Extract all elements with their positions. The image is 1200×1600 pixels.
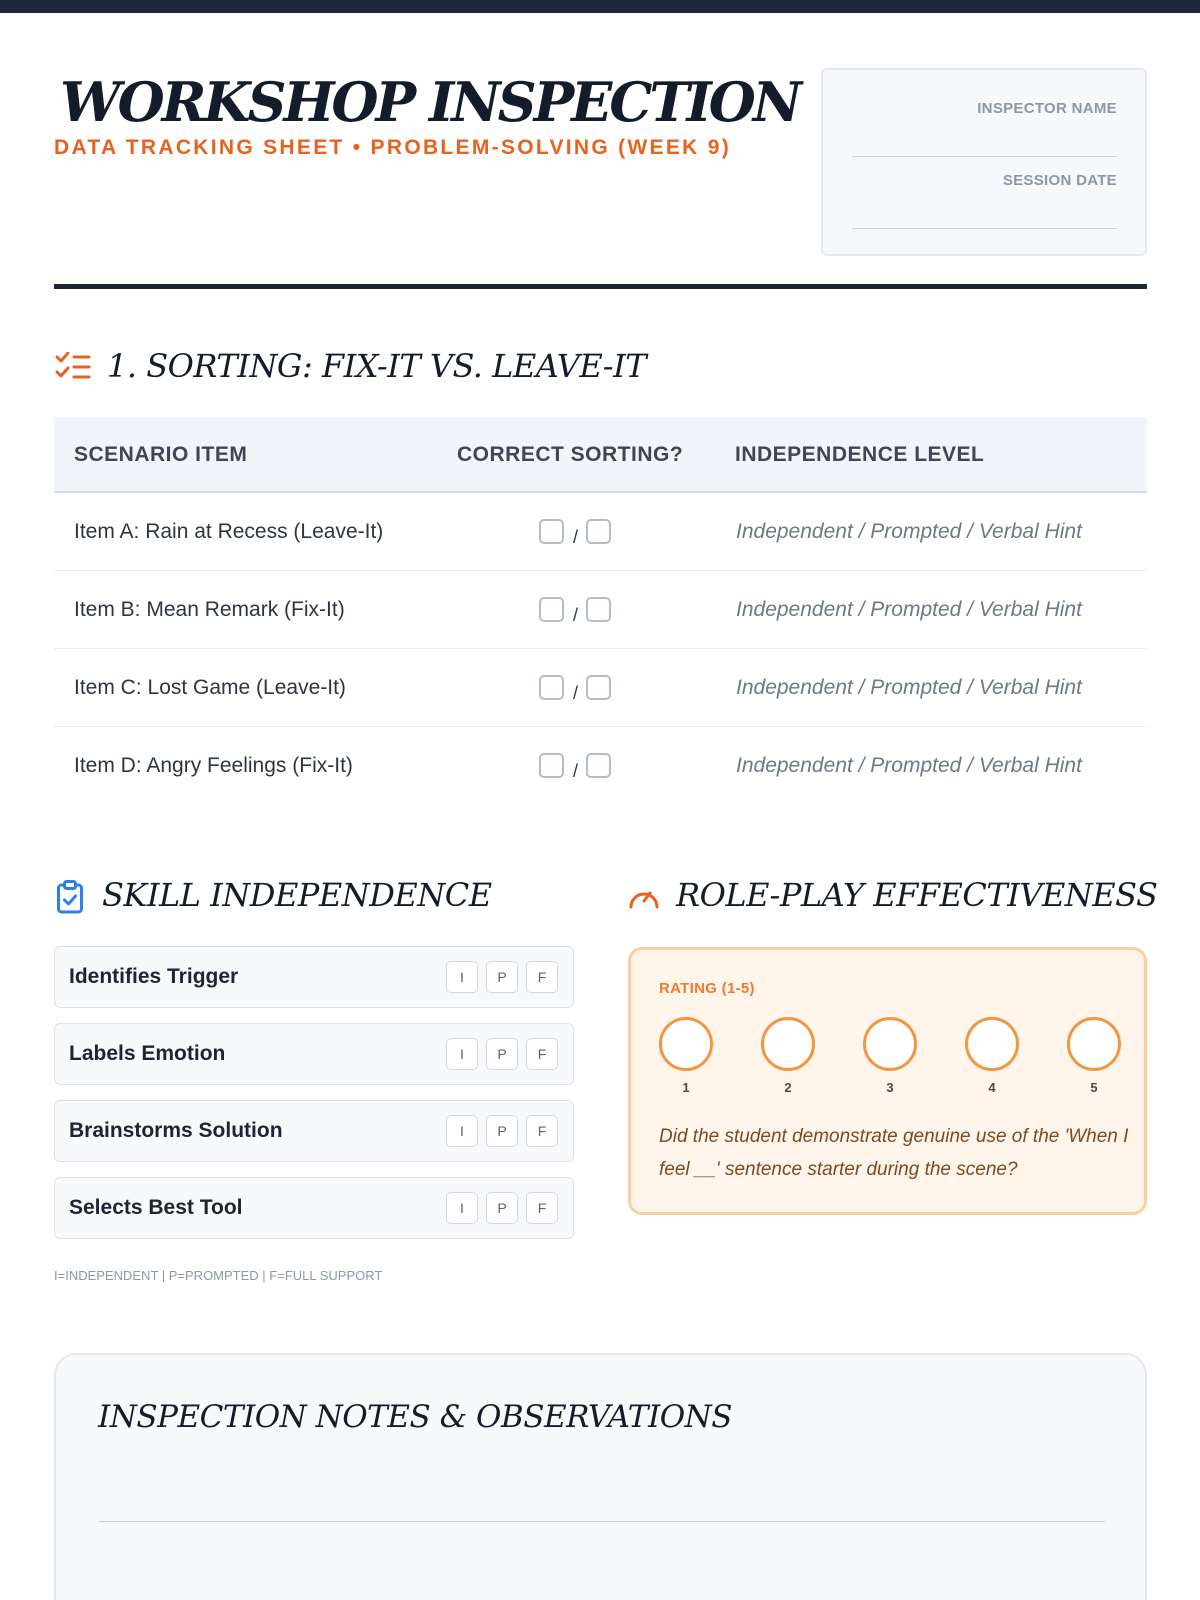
notes-box — [54, 1353, 1147, 1600]
col-scenario-item: SCENARIO ITEM — [74, 443, 248, 466]
incorrect-checkbox[interactable] — [586, 597, 611, 622]
incorrect-checkbox[interactable] — [586, 753, 611, 778]
inspector-name-label: INSPECTOR NAME — [977, 100, 1117, 117]
independence-options[interactable]: Independent / Prompted / Verbal Hint — [736, 754, 1082, 777]
skill-label: Labels Emotion — [69, 1042, 226, 1065]
col-correct-sorting: CORRECT SORTING? — [457, 443, 684, 466]
correct-sorting-checkboxes — [539, 597, 619, 627]
scenario-item: Item B: Mean Remark (Fix-It) — [74, 598, 345, 621]
skill-label: Identifies Trigger — [69, 965, 239, 988]
slash-separator: / — [573, 761, 579, 781]
inspector-name-field[interactable] — [852, 156, 1117, 157]
full-support-option[interactable]: F — [526, 1192, 558, 1224]
sorting-table-header — [54, 417, 1147, 493]
roleplay-rating-box — [628, 947, 1147, 1215]
notes-title: INSPECTION NOTES & OBSERVATIONS — [98, 1399, 732, 1435]
skill-row — [54, 1177, 574, 1239]
skill-row — [54, 1100, 574, 1162]
scenario-item: Item D: Angry Feelings (Fix-It) — [74, 754, 353, 777]
correct-checkbox[interactable] — [539, 675, 564, 700]
prompted-option[interactable]: P — [486, 1192, 518, 1224]
skill-row — [54, 946, 574, 1008]
full-support-option[interactable]: F — [526, 1115, 558, 1147]
prompted-option[interactable]: P — [486, 1115, 518, 1147]
independent-option[interactable]: I — [446, 1038, 478, 1070]
rating-number: 3 — [886, 1080, 894, 1095]
table-row — [54, 571, 1147, 649]
correct-sorting-checkboxes — [539, 753, 619, 783]
independent-option[interactable]: I — [446, 961, 478, 993]
correct-checkbox[interactable] — [539, 597, 564, 622]
rating-label: RATING (1-5) — [659, 980, 755, 997]
roleplay-question: Did the student demonstrate genuine use of the 'When I feel __' sentence starter during the scene? — [659, 1126, 1129, 1180]
session-date-label: SESSION DATE — [1002, 172, 1117, 189]
independent-option[interactable]: I — [446, 1115, 478, 1147]
full-support-option[interactable]: F — [526, 961, 558, 993]
incorrect-checkbox[interactable] — [586, 675, 611, 700]
rating-number: 5 — [1090, 1080, 1098, 1095]
header-divider — [54, 284, 1147, 289]
correct-checkbox[interactable] — [539, 753, 564, 778]
skill-label: Selects Best Tool — [69, 1196, 243, 1219]
session-date-field[interactable] — [852, 228, 1117, 229]
prompted-option[interactable]: P — [486, 1038, 518, 1070]
correct-checkbox[interactable] — [539, 519, 564, 544]
full-support-option[interactable]: F — [526, 1038, 558, 1070]
independence-options[interactable]: Independent / Prompted / Verbal Hint — [736, 520, 1082, 543]
sorting-heading: 1. SORTING: FIX-IT VS. LEAVE-IT — [107, 347, 647, 385]
table-row — [54, 727, 1147, 805]
independent-option[interactable]: I — [446, 1192, 478, 1224]
rating-number: 2 — [784, 1080, 792, 1095]
top-bar — [0, 0, 1200, 13]
checklist-icon — [54, 352, 92, 384]
page-subtitle: DATA TRACKING SHEET • PROBLEM-SOLVING (WEEK 9) — [54, 136, 732, 159]
slash-separator: / — [573, 527, 579, 547]
rating-number: 4 — [988, 1080, 996, 1095]
inspector-info-box — [821, 68, 1147, 256]
correct-sorting-checkboxes — [539, 675, 619, 705]
rating-circle-5[interactable] — [1067, 1017, 1121, 1071]
rating-circle-1[interactable] — [659, 1017, 713, 1071]
correct-sorting-checkboxes — [539, 519, 619, 549]
slash-separator: / — [573, 605, 579, 625]
rating-number: 1 — [682, 1080, 690, 1095]
notes-writing-line[interactable] — [98, 1521, 1105, 1522]
independence-options[interactable]: Independent / Prompted / Verbal Hint — [736, 598, 1082, 621]
table-row — [54, 649, 1147, 727]
col-independence-level: INDEPENDENCE LEVEL — [735, 443, 985, 466]
clipboard-check-icon — [56, 880, 84, 914]
rating-circle-2[interactable] — [761, 1017, 815, 1071]
prompted-option[interactable]: P — [486, 961, 518, 993]
skill-heading: SKILL INDEPENDENCE — [102, 876, 492, 914]
gauge-icon — [627, 884, 661, 910]
page-title: WORKSHOP INSPECTION — [60, 70, 800, 134]
skill-label: Brainstorms Solution — [69, 1119, 283, 1142]
table-row — [54, 493, 1147, 571]
skill-row — [54, 1023, 574, 1085]
roleplay-heading: ROLE-PLAY EFFECTIVENESS — [676, 876, 1158, 914]
incorrect-checkbox[interactable] — [586, 519, 611, 544]
skill-legend: I=INDEPENDENT | P=PROMPTED | F=FULL SUPPORT — [54, 1268, 383, 1283]
scenario-item: Item A: Rain at Recess (Leave-It) — [74, 520, 384, 543]
rating-circle-3[interactable] — [863, 1017, 917, 1071]
independence-options[interactable]: Independent / Prompted / Verbal Hint — [736, 676, 1082, 699]
slash-separator: / — [573, 683, 579, 703]
scenario-item: Item C: Lost Game (Leave-It) — [74, 676, 346, 699]
rating-circle-4[interactable] — [965, 1017, 1019, 1071]
